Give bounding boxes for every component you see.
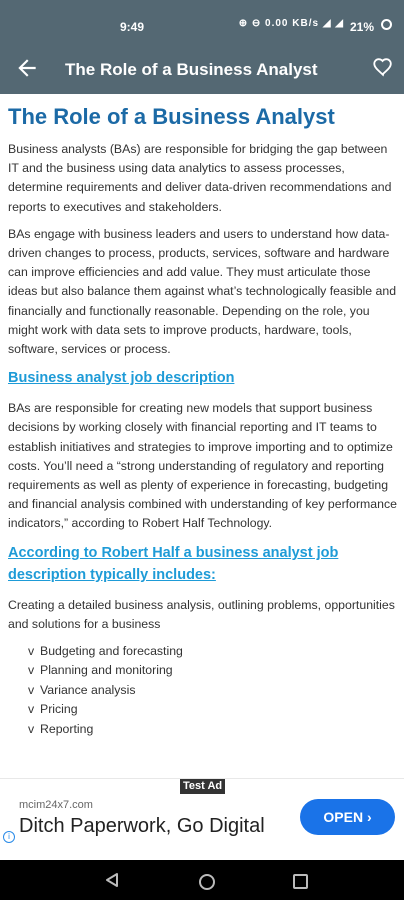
nav-home-icon[interactable] — [199, 874, 215, 890]
list-item: v Planning and monitoring — [28, 661, 398, 680]
list-item: v Budgeting and forecasting — [28, 642, 398, 661]
article-content — [8, 94, 398, 778]
duties-list — [8, 642, 398, 739]
list-item: v Pricing — [28, 700, 398, 719]
heart-outline-icon[interactable] — [372, 56, 394, 78]
article-title: The Role of a Business Analyst — [8, 104, 335, 129]
section-heading-job-description[interactable]: Business analyst job description — [8, 370, 235, 387]
bullet-marker: v — [28, 644, 35, 659]
page-title: The Role of a Business Analyst — [65, 60, 318, 79]
list-item: v Variance analysis — [28, 681, 398, 700]
status-bar — [0, 0, 404, 44]
list-item: v Reporting — [28, 720, 398, 739]
app-bar — [0, 44, 404, 94]
nav-back-icon[interactable] — [105, 872, 119, 893]
article-paragraph: BAs engage with business leaders and users to understand how data-driven changes to process, products, services, software and hardware can improve efficiencies and add value. They must articulate those ideas but also balance them against what’s technologically feasible and financially and functionally reasonable. Depending on the role, you might work with data sets to improve products, hardware, tools, software, services or process. — [8, 226, 397, 357]
status-indicators: ⊕ ⊖ 0.00 KB/s ◢ ◢ — [238, 18, 344, 29]
bullet-marker: v — [28, 663, 35, 678]
ad-open-button[interactable]: OPEN › — [300, 799, 395, 835]
battery-icon — [381, 19, 392, 30]
system-nav-bar — [0, 860, 404, 900]
article-paragraph: Business analysts (BAs) are responsible for bridging the gap between IT and the business using data analytics to assess processes, determine requirements and deliver data-driven recommendations and reports to executives and stakeholders. — [8, 142, 392, 214]
ad-banner[interactable] — [0, 778, 404, 861]
arrow-left-icon[interactable] — [14, 55, 40, 81]
section-intro: Creating a detailed business analysis, outlining problems, opportunities and solutions for a business — [8, 597, 395, 631]
bullet-marker: v — [28, 702, 35, 717]
status-time: 9:49 — [119, 20, 145, 34]
bullet-marker: v — [28, 682, 35, 697]
test-ad-badge: Test Ad — [180, 779, 225, 794]
ad-headline[interactable]: Ditch Paperwork, Go Digital — [19, 815, 265, 837]
ad-domain: mcim24x7.com — [19, 799, 93, 811]
article-paragraph: BAs are responsible for creating new models that support business decisions by working closely with financial reporting and IT teams to establish initiatives and strategies to improve importing and to optimize costs. You’ll need a “strong understanding of regulatory and reporting requirements as well as plenty of experience in forecasting, budgeting and financial analysis combined with understanding of key performance indicators,” according to Robert Half Technology. — [8, 401, 397, 531]
nav-recents-icon[interactable] — [293, 874, 308, 889]
bullet-marker: v — [28, 721, 35, 736]
battery-percentage: 21% — [349, 20, 374, 34]
info-icon[interactable]: i — [3, 831, 15, 843]
section-heading-robert-half[interactable]: According to Robert Half a business analyst job description typically includes: — [8, 544, 339, 583]
